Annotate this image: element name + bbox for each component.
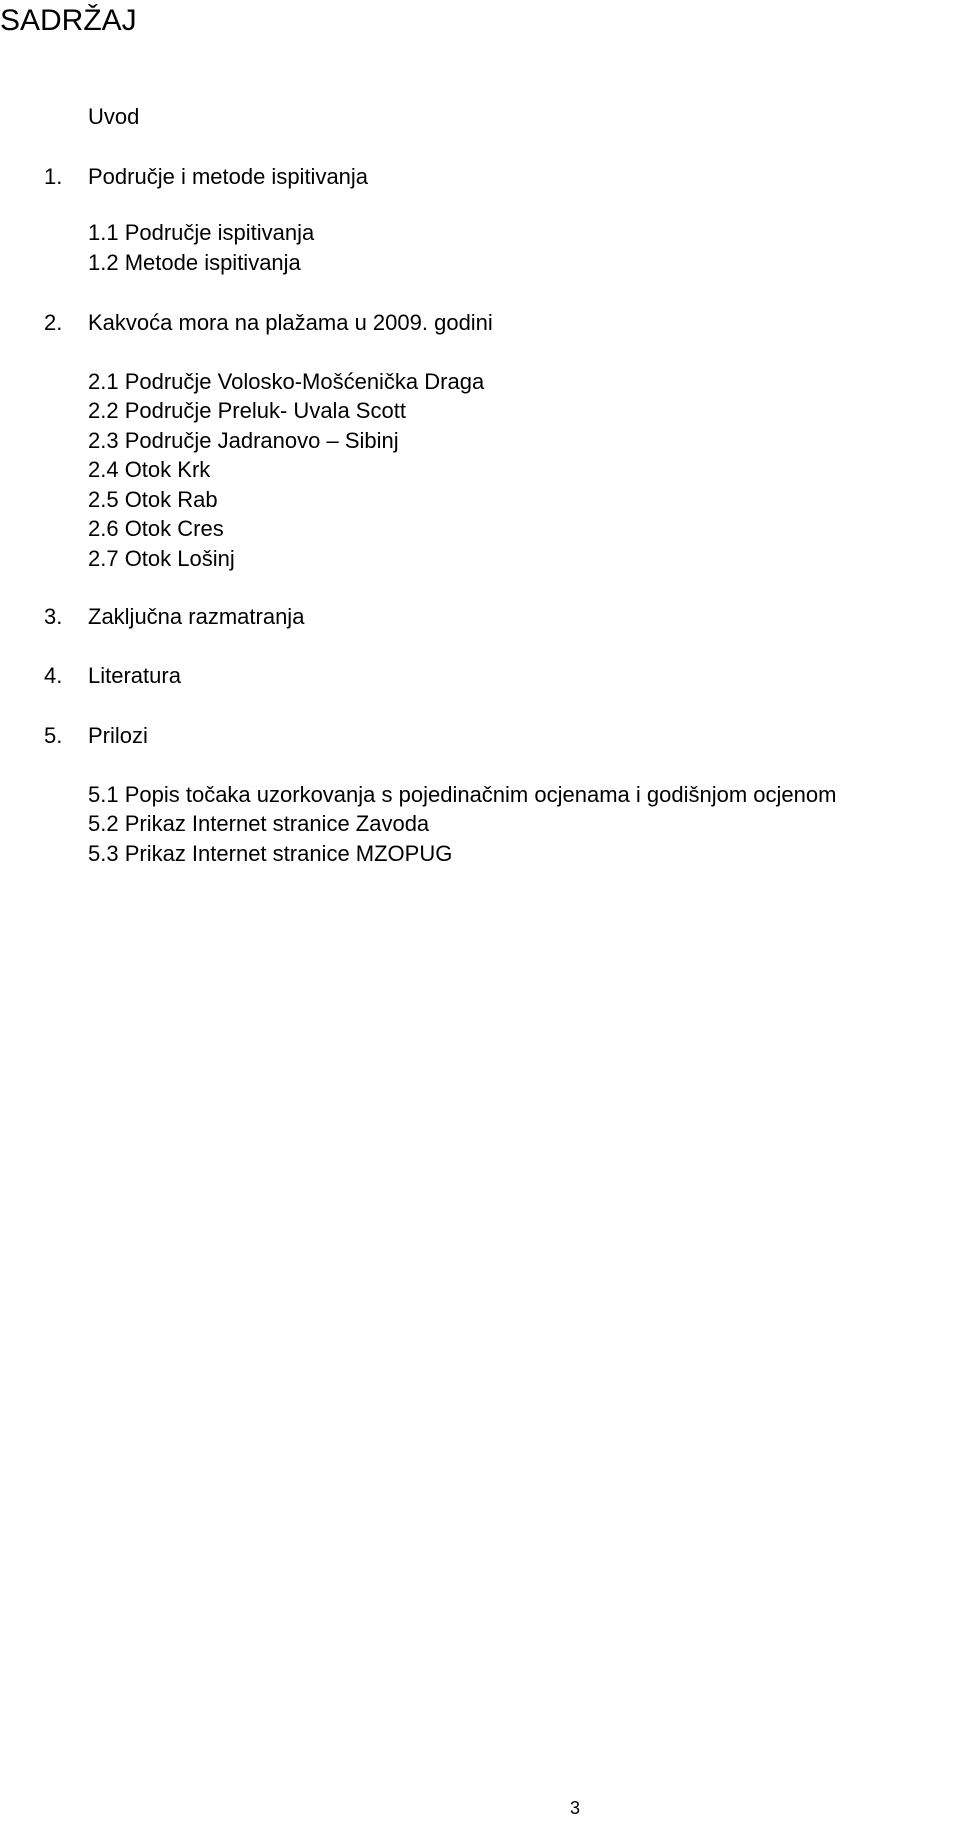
- toc-number-3: 3.: [44, 604, 63, 629]
- toc-number-4: 4.: [44, 663, 63, 688]
- toc-item-5-1: 5.1 Popis točaka uzorkovanja s pojedinačnim ocjenama i godišnjom ocjenom: [88, 782, 837, 807]
- toc-item-2-3: 2.3 Područje Jadranovo – Sibinj: [88, 428, 399, 453]
- page-title: SADRŽAJ: [0, 4, 137, 37]
- toc-item-5: Prilozi: [88, 723, 148, 748]
- toc-item-4: Literatura: [88, 663, 181, 688]
- toc-item-1: Područje i metode ispitivanja: [88, 164, 369, 189]
- toc-item-2-5: 2.5 Otok Rab: [88, 487, 218, 512]
- toc-number-1: 1.: [44, 164, 63, 189]
- toc-item-1-2: 1.2 Metode ispitivanja: [88, 250, 301, 275]
- toc-item-intro: Uvod: [88, 104, 140, 129]
- page-number: 3: [570, 1798, 581, 1818]
- toc-item-1-1: 1.1 Područje ispitivanja: [88, 220, 315, 245]
- toc-item-2-2: 2.2 Područje Preluk- Uvala Scott: [88, 398, 406, 423]
- toc-item-2-4: 2.4 Otok Krk: [88, 457, 211, 482]
- toc-item-2-7: 2.7 Otok Lošinj: [88, 546, 235, 571]
- toc-item-3: Zaključna razmatranja: [88, 604, 305, 629]
- toc-number-5: 5.: [44, 723, 63, 748]
- toc-item-5-2: 5.2 Prikaz Internet stranice Zavoda: [88, 811, 430, 836]
- toc-item-2-6: 2.6 Otok Cres: [88, 516, 224, 541]
- toc-number-2: 2.: [44, 310, 63, 335]
- toc-item-2: Kakvoća mora na plažama u 2009. godini: [88, 310, 493, 335]
- toc-item-5-3: 5.3 Prikaz Internet stranice MZOPUG: [88, 841, 453, 866]
- toc-item-2-1: 2.1 Područje Volosko-Mošćenička Draga: [88, 369, 485, 394]
